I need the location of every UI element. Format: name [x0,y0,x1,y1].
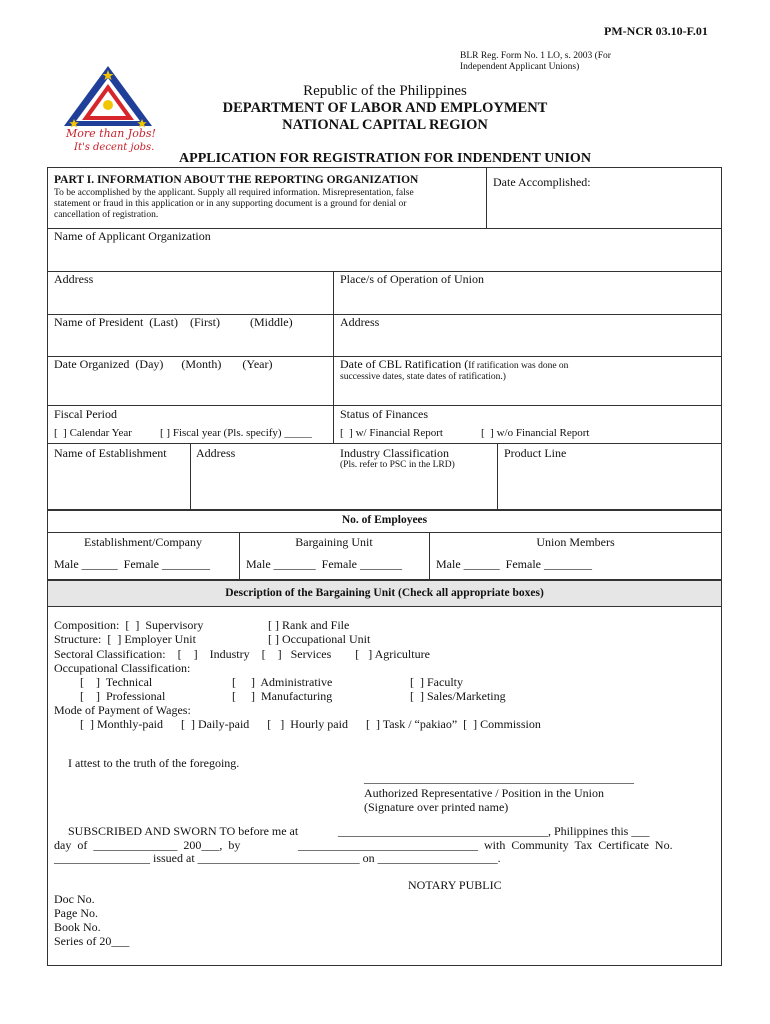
notary-line-2b[interactable]: ______________________________ with Community Tax Certificate No. [298,838,673,852]
series-label[interactable]: Series of 20___ [54,934,130,948]
establishment-address-label[interactable]: Address [196,446,236,460]
part1-instruction-3: cancellation of registration. [54,210,159,220]
cbl-ratification-text: Date of CBL Ratification ( [340,357,469,371]
with-financial-report-checkbox[interactable]: [ ] w/ Financial Report [340,427,443,439]
president-address-label[interactable]: Address [340,315,380,329]
without-financial-report-checkbox[interactable]: [ ] w/o Financial Report [481,427,590,439]
address-label[interactable]: Address [54,272,94,286]
establishment-gender-fields[interactable]: Male ______ Female ________ [54,557,210,571]
department-heading: DEPARTMENT OF LABOR AND EMPLOYMENT [222,100,548,116]
bargaining-gender-fields[interactable]: Male _______ Female _______ [246,557,402,571]
cbl-ratification-label[interactable] [340,357,568,372]
product-line-label[interactable]: Product Line [504,446,567,460]
republic-heading: Republic of the Philippines [303,83,467,99]
president-name-label[interactable]: Name of President (Last) (First) (Middle) [54,315,293,329]
bargaining-heading: Description of the Bargaining Unit (Check all appropriate boxes) [225,587,544,599]
doc-no-label[interactable]: Doc No. [54,892,95,906]
part1-instruction-2: statement or fraud in this application or in any supporting document is a ground for denial or [54,199,407,209]
professional-checkbox[interactable]: [ ] Professional [80,689,166,703]
calendar-year-checkbox[interactable]: [ ] Calendar Year [54,427,132,439]
form-code: PM-NCR 03.10-F.01 [604,24,708,38]
employees-col-bargaining: Bargaining Unit [295,535,373,549]
occupational-classification-label: Occupational Classification: [54,661,191,675]
notary-line-2a[interactable]: day of ______________ 200___, by [54,838,241,852]
notary-line-3[interactable]: ________________ issued at ___________________________ on ____________________. [54,851,501,865]
sales-marketing-checkbox[interactable]: [ ] Sales/Marketing [410,689,506,703]
rank-and-file-checkbox[interactable]: [ ] Rank and File [268,618,350,632]
cbl-note-1: If ratification was done on [468,361,569,371]
part1-heading: PART I. INFORMATION ABOUT THE REPORTING ORGANIZATION [54,174,419,186]
faculty-checkbox[interactable]: [ ] Faculty [410,675,463,689]
fiscal-year-checkbox[interactable]: [ ] Fiscal year (Pls. specify) _____ [160,427,312,439]
signature-line[interactable]: _____________________________________________ [364,771,634,785]
employees-heading: No. of Employees [341,514,428,526]
region-heading: NATIONAL CAPITAL REGION [282,117,488,133]
mode-of-payment-label: Mode of Payment of Wages: [54,703,191,717]
employees-col-establishment: Establishment/Company [84,535,202,549]
date-organized-label[interactable]: Date Organized (Day) (Month) (Year) [54,357,273,371]
applicant-organization-label[interactable]: Name of Applicant Organization [54,229,211,243]
manufacturing-checkbox[interactable]: [ ] Manufacturing [232,689,333,703]
union-gender-fields[interactable]: Male ______ Female ________ [436,557,592,571]
places-of-operation-label[interactable]: Place/s of Operation of Union [340,272,484,286]
notary-public-label: NOTARY PUBLIC [408,878,502,892]
book-no-label[interactable]: Book No. [54,920,101,934]
signature-title: Authorized Representative / Position in the Union [364,786,604,800]
administrative-checkbox[interactable]: [ ] Administrative [232,675,333,689]
sectoral-classification-checkboxes[interactable]: Sectoral Classification: [ ] Industry [ ] Services [ ] Agriculture [54,647,430,661]
attestation-statement: I attest to the truth of the foregoing. [68,756,240,770]
notary-line-1a: SUBSCRIBED AND SWORN TO before me at [68,824,299,838]
form-title: APPLICATION FOR REGISTRATION FOR INDENDENT UNION [179,151,591,166]
occupational-unit-checkbox[interactable]: [ ] Occupational Unit [268,632,371,646]
page-no-label[interactable]: Page No. [54,906,98,920]
blr-reference-line1: BLR Reg. Form No. 1 LO, s. 2003 (For [460,51,611,61]
technical-checkbox[interactable]: [ ] Technical [80,675,153,689]
establishment-name-label[interactable]: Name of Establishment [54,446,167,460]
blr-reference-line2: Independent Applicant Unions) [460,62,580,72]
notary-line-1b[interactable]: ___________________________________, Philippines this ___ [338,824,650,838]
employees-col-union: Union Members [536,535,615,549]
date-accomplished-label[interactable]: Date Accomplished: [493,175,591,189]
part1-instruction-1: To be accomplished by the applicant. Supply all required information. Misrepresentation, false [54,188,414,198]
wage-payment-checkboxes[interactable]: [ ] Monthly-paid [ ] Daily-paid [ ] Hourly paid [ ] Task / “pakiao” [ ] Commission [80,717,541,731]
svg-text:More than Jobs!: More than Jobs! [66,127,156,140]
composition-supervisory-checkbox[interactable]: Composition: [ ] Supervisory [54,618,204,632]
industry-classification-note: (Pls. refer to PSC in the LRD) [340,460,455,470]
industry-classification-label[interactable]: Industry Classification [340,446,449,460]
status-of-finances-label: Status of Finances [340,407,428,421]
svg-text:It's decent jobs.: It's decent jobs. [74,142,155,153]
fiscal-period-label: Fiscal Period [54,407,117,421]
cbl-note-2: successive dates, state dates of ratification.) [340,372,506,382]
structure-employer-unit-checkbox[interactable]: Structure: [ ] Employer Unit [54,632,196,646]
signature-subtitle: (Signature over printed name) [364,800,509,814]
